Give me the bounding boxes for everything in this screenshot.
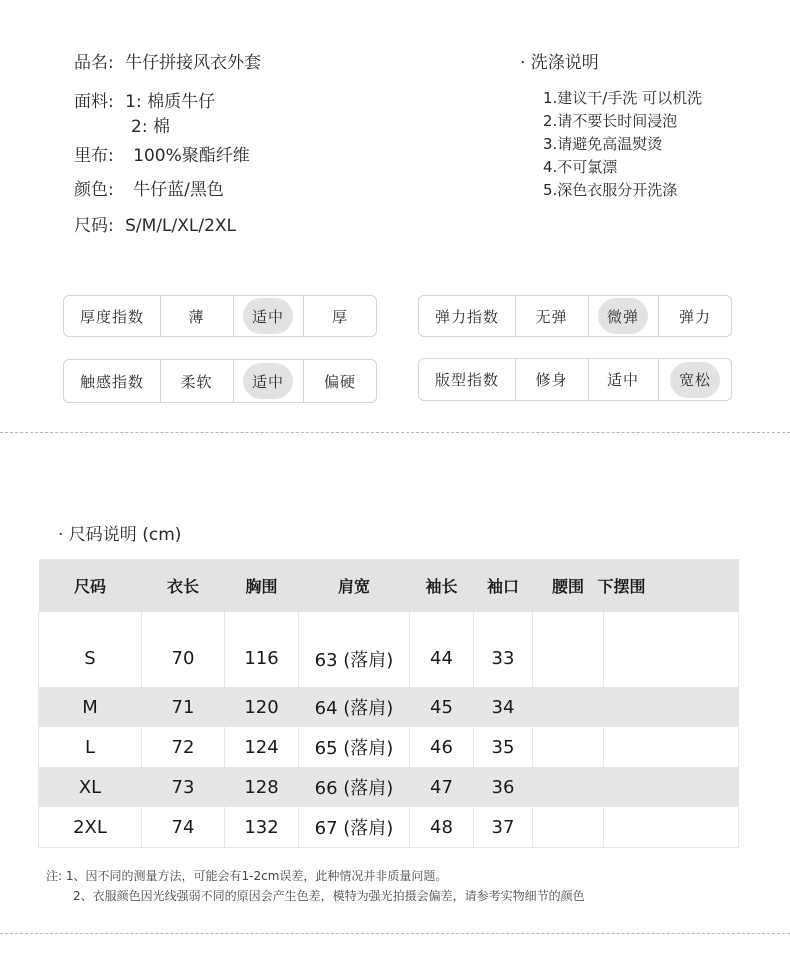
table-cell: 120 xyxy=(225,687,299,727)
table-cell xyxy=(533,807,604,848)
fabric-label: 面料: xyxy=(74,92,114,112)
index-label xyxy=(64,360,160,402)
washing-item: 3.请避免高温熨烫 xyxy=(543,135,663,153)
table-cell: 35 xyxy=(474,727,533,767)
table-cell xyxy=(533,687,604,727)
table-row xyxy=(39,612,739,687)
index-option-text: 适中 xyxy=(606,371,639,389)
lining-label: 里布: xyxy=(74,146,114,166)
table-cell xyxy=(533,612,604,687)
table-cell: 47 xyxy=(410,767,474,807)
table-row xyxy=(39,767,739,807)
table-cell: XL xyxy=(39,767,142,807)
lining-value: 100%聚酯纤维 xyxy=(133,146,250,166)
table-cell: 63 (落肩) xyxy=(299,612,410,687)
index-option-text: 柔软 xyxy=(180,372,213,391)
color-label: 颜色: xyxy=(74,180,114,200)
table-cell: 33 xyxy=(474,612,533,687)
header-size: 尺码 xyxy=(39,559,142,612)
table-cell: M xyxy=(39,687,142,727)
index-option xyxy=(160,296,233,336)
table-cell: 2XL xyxy=(39,807,142,848)
table-cell: 36 xyxy=(474,767,533,807)
index-option-text: 宽松 xyxy=(678,371,711,389)
index-option xyxy=(303,360,377,402)
table-cell: 73 xyxy=(142,767,225,807)
index-option-text: 偏硬 xyxy=(323,372,356,391)
table-cell: 67 (落肩) xyxy=(299,807,410,848)
table-cell: 128 xyxy=(225,767,299,807)
size-chart-title: · 尺码说明 (cm) xyxy=(58,525,182,545)
table-cell: 72 xyxy=(142,727,225,767)
fit-index xyxy=(418,358,732,401)
washing-item: 4.不可氯漂 xyxy=(543,158,618,176)
table-row xyxy=(39,687,739,727)
table-cell xyxy=(604,612,739,687)
index-option xyxy=(588,296,658,336)
divider xyxy=(0,933,790,934)
table-cell xyxy=(533,727,604,767)
header-sleeve: 袖长 xyxy=(410,559,474,612)
table-cell: 71 xyxy=(142,687,225,727)
lining-row xyxy=(74,141,250,166)
table-cell: 64 (落肩) xyxy=(299,687,410,727)
table-cell: 46 xyxy=(410,727,474,767)
washing-item: 2.请不要长时间浸泡 xyxy=(543,112,678,130)
index-option-text: 无弹 xyxy=(535,307,568,326)
table-cell: 45 xyxy=(410,687,474,727)
size-value: S/M/L/XL/2XL xyxy=(125,216,237,236)
table-cell: 34 xyxy=(474,687,533,727)
table-cell xyxy=(604,767,739,807)
table-cell: S xyxy=(39,612,142,687)
table-cell: 132 xyxy=(225,807,299,848)
size-label: 尺码: xyxy=(74,216,114,236)
table-cell xyxy=(604,687,739,727)
table-row xyxy=(39,727,739,767)
table-cell: 65 (落肩) xyxy=(299,727,410,767)
index-option xyxy=(658,359,732,400)
product-name-value: 牛仔拼接风衣外套 xyxy=(125,53,262,73)
index-option-text: 适中 xyxy=(251,372,284,391)
index-label xyxy=(64,296,160,336)
header-waist: 腰围 xyxy=(533,559,604,612)
product-name-label: 品名: xyxy=(74,53,114,73)
washing-item: 5.深色衣服分开洗涤 xyxy=(543,181,678,199)
index-option xyxy=(658,296,732,336)
table-header-row xyxy=(39,559,739,612)
index-label-text: 版型指数 xyxy=(434,371,499,389)
header-cuff: 袖口 xyxy=(474,559,533,612)
elasticity-index xyxy=(418,295,732,337)
index-label xyxy=(419,359,515,400)
fabric-value-1: 1: 棉质牛仔 xyxy=(125,92,216,112)
divider xyxy=(0,432,790,433)
index-label xyxy=(419,296,515,336)
index-option-text: 修身 xyxy=(535,371,568,389)
thickness-index xyxy=(63,295,377,337)
fabric-row xyxy=(74,87,215,112)
index-option-text: 厚 xyxy=(331,307,348,326)
index-label-text: 弹力指数 xyxy=(434,307,499,326)
table-cell: 74 xyxy=(142,807,225,848)
note-line-2: 2、衣服颜色因光线强弱不同的原因会产生色差，模特为强光拍摄会偏差，请参考实物细节的颜色 xyxy=(73,889,585,903)
index-label-text: 触感指数 xyxy=(79,372,144,391)
color-row xyxy=(74,175,224,200)
table-cell xyxy=(533,767,604,807)
product-name-row xyxy=(74,48,261,73)
washing-item: 1.建议干/手洗 可以机洗 xyxy=(543,89,703,107)
table-cell: L xyxy=(39,727,142,767)
index-option-text: 弹力 xyxy=(678,307,711,326)
table-cell: 37 xyxy=(474,807,533,848)
index-option xyxy=(233,360,303,402)
header-hem xyxy=(597,559,739,612)
size-row xyxy=(74,211,236,236)
header-shoulder: 肩宽 xyxy=(299,559,410,612)
washing-title: · 洗涤说明 xyxy=(520,53,599,73)
table-cell: 70 xyxy=(142,612,225,687)
note-line-1: 注: 1、因不同的测量方法，可能会有1-2cm误差，此种情况并非质量问题。 xyxy=(46,869,448,883)
table-cell: 48 xyxy=(410,807,474,848)
table-cell: 124 xyxy=(225,727,299,767)
index-option-text: 微弹 xyxy=(606,307,639,326)
index-option-text: 薄 xyxy=(188,307,205,326)
table-cell xyxy=(604,727,739,767)
index-option xyxy=(160,360,233,402)
index-option xyxy=(303,296,377,336)
touch-index xyxy=(63,359,377,403)
index-label-text: 厚度指数 xyxy=(79,307,144,326)
table-cell: 116 xyxy=(225,612,299,687)
index-option-text: 适中 xyxy=(251,307,284,326)
index-option xyxy=(588,359,658,400)
index-option xyxy=(515,296,588,336)
index-option xyxy=(515,359,588,400)
index-option xyxy=(233,296,303,336)
header-hem-text: 下摆围 xyxy=(597,577,646,596)
table-cell xyxy=(604,807,739,848)
size-table xyxy=(38,559,739,848)
color-value: 牛仔蓝/黑色 xyxy=(133,180,224,200)
table-row xyxy=(39,807,739,848)
header-chest: 胸围 xyxy=(225,559,299,612)
table-cell: 44 xyxy=(410,612,474,687)
header-length: 衣长 xyxy=(142,559,225,612)
table-cell: 66 (落肩) xyxy=(299,767,410,807)
fabric-value-2: 2: 棉 xyxy=(131,117,170,137)
